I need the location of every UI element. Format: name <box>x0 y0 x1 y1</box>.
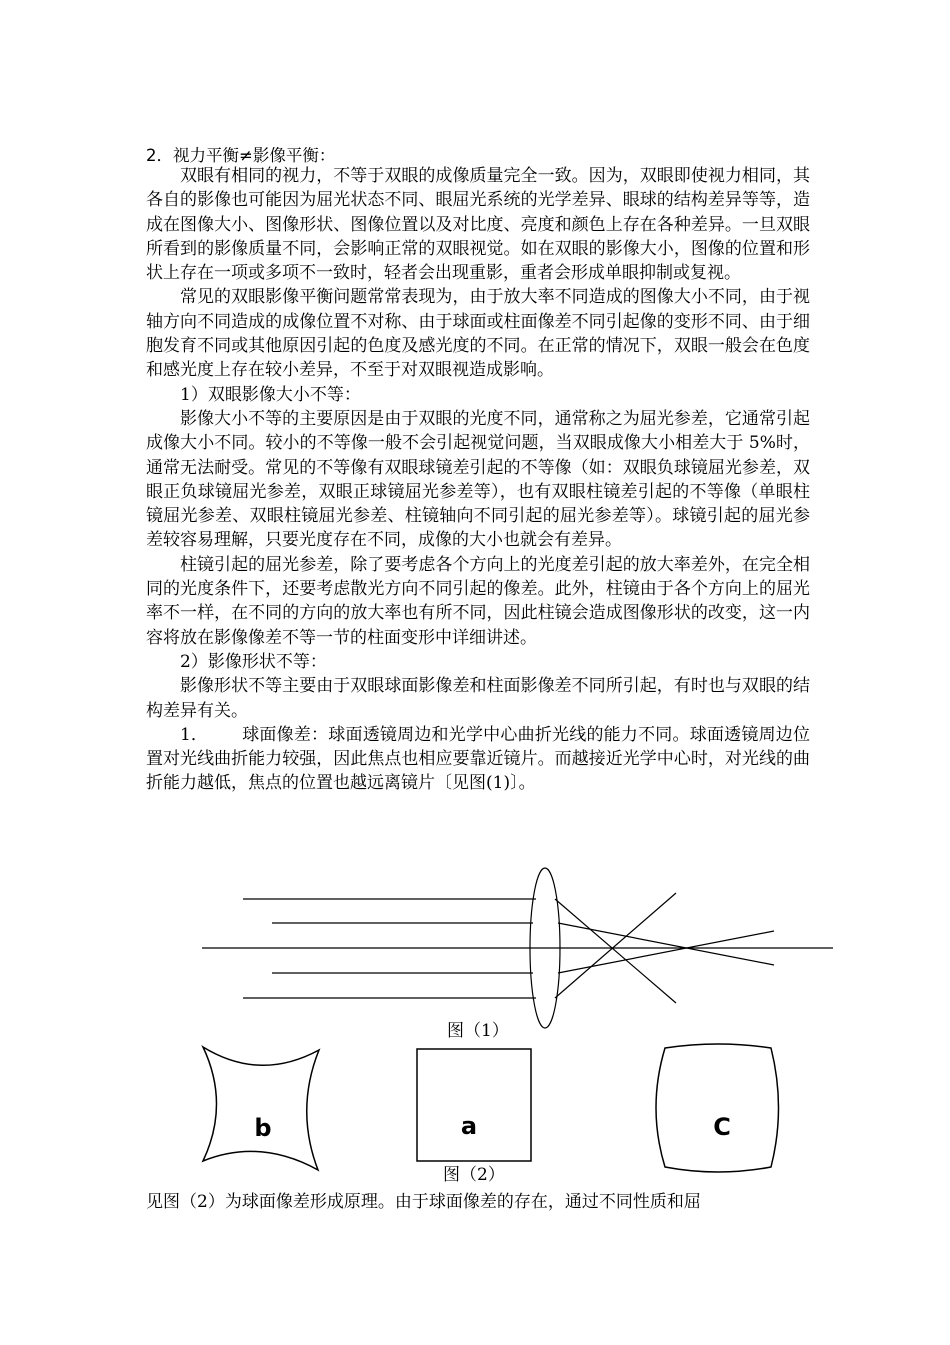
paragraph-2: 常见的双眼影像平衡问题常常表现为，由于放大率不同造成的图像大小不同，由于视轴方向不同造成的成像位置不对称、由于球面或柱面像差不同引起像的变形不同、由于细胞发育不同或其他原因引起的色度及感光度的不同。在正常的情况下，双眼一般会在色度和感光度上存在较小差异，不至于对双眼视造成影响。 <box>146 287 810 381</box>
paragraph-4: 柱镜引起的屈光参差，除了要考虑各个方向上的光度差引起的放大率差外，在完全相同的光度条件下，还要考虑散光方向不同引起的像差。此外，柱镜由于各个方向上的屈光率不一样，在不同的方向的放大率也有所不同，因此柱镜会造成图像形状的改变，这一内容将放在影像像差不等一节的柱面变形中详细讲述。 <box>146 554 810 648</box>
subheading-size-inequality: 1）双眼影像大小不等： <box>180 384 361 405</box>
figure-1-caption: 图（1） <box>447 1021 509 1041</box>
label-b: b <box>254 1114 272 1142</box>
label-c: C <box>713 1113 731 1141</box>
paragraph-6: 见图（2）为球面像差形成原理。由于球面像差的存在，通过不同性质和屈 <box>146 1192 701 1212</box>
section-heading: 2．视力平衡≠影像平衡： <box>146 146 336 165</box>
pincushion-shape <box>203 1047 319 1170</box>
figure-2-caption: 图（2） <box>443 1165 505 1185</box>
label-a: a <box>460 1112 478 1140</box>
square-shape <box>417 1049 531 1161</box>
paragraph-5: 影像形状不等主要由于双眼球面影像差和柱面影像差不同所引起，有时也与双眼的结构差异有关。 <box>146 676 810 721</box>
barrel-shape <box>656 1044 779 1172</box>
list-item-text: 球面像差：球面透镜周边和光学中心曲折光线的能力不同。球面透镜周边位置对光线曲折能力较强，因此焦点也相应要靠近镜片。而越接近光学中心时，对光线的曲折能力越低，焦点的位置也越远离镜片〔见图(1)〕。 <box>146 724 810 794</box>
paragraph-1: 双眼有相同的视力，不等于双眼的成像质量完全一致。因为，双眼即使视力相同，其各自的影像也可能因为屈光状态不同、眼屈光系统的光学差异、眼球的结构差异等等，造成在图像大小、图像形状、图像位置以及对比度、亮度和颜色上存在各种差异。一旦双眼所看到的影像质量不同，会影响正常的双眼视觉。如在双眼的影像大小，图像的位置和形状上存在一项或多项不一致时，轻者会出现重影，重者会形成单眼抑制或复视。 <box>146 166 810 284</box>
paragraph-3: 影像大小不等的主要原因是由于双眼的光度不同，通常称之为屈光参差，它通常引起成像大小不同。较小的不等像一般不会引起视觉问题，当双眼成像大小相差大于 5%时，通常无法耐受。常见的不等像有双眼球镜差引起的不等像（如：双眼负球镜屈光参差，双眼正负球镜屈光参差，双眼正球镜屈光参差等），也有双眼柱镜差引起的不等像（单眼柱镜屈光参差、双眼柱镜屈光参差、柱镜轴向不同引起的屈光参差等）。球镜引起的屈光参差较容易理解，只要光度存在不同，成像的大小也就会有差异。 <box>146 408 810 551</box>
subheading-shape-inequality: 2）影像形状不等： <box>180 651 327 672</box>
list-item-number: 1． <box>180 724 208 745</box>
